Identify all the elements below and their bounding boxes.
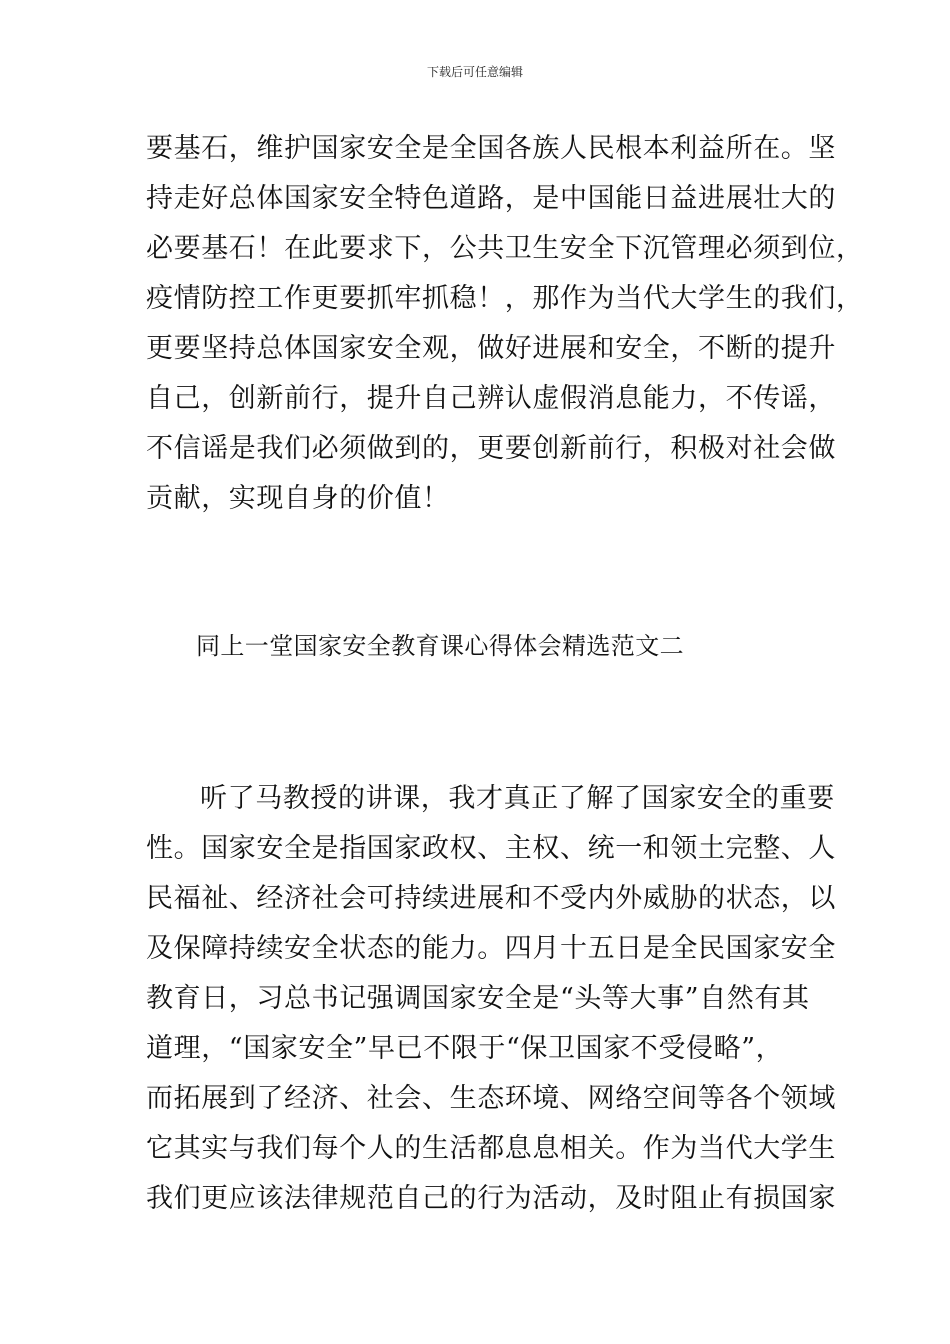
paragraph-line: 教育日，习总书记强调国家安全是“头等大事”自然有其 <box>146 983 810 1014</box>
paragraph-line: 要基石，维护国家安全是全国各族人民根本利益所在。坚 <box>146 133 836 164</box>
paragraph-line: 听了马教授的讲课，我才真正了解了国家安全的重要 <box>200 783 835 814</box>
paragraph-line: 必要基石！在此要求下，公共卫生安全下沉管理必须到位， <box>146 233 864 264</box>
paragraph-1 <box>146 124 864 524</box>
paragraph-line: 而拓展到了经济、社会、生态环境、网络空间等各个领域 <box>146 1083 836 1114</box>
paragraph-line: 我们更应该法律规范自己的行为活动，及时阻止有损国家 <box>146 1183 836 1214</box>
paragraph-line: 持走好总体国家安全特色道路，是中国能日益进展壮大的 <box>146 183 836 214</box>
paragraph-line: 性。国家安全是指国家政权、主权、统一和领土完整、人 <box>146 833 836 864</box>
paragraph-line: 及保障持续安全状态的能力。四月十五日是全民国家安全 <box>146 933 836 964</box>
paragraph-line: 疫情防控工作更要抓牢抓稳！，那作为当代大学生的我们， <box>146 283 864 314</box>
paragraph-line: 自己，创新前行，提升自己辨认虚假消息能力，不传谣， <box>146 383 836 414</box>
paragraph-line: 贡献，实现自身的价值！ <box>146 483 450 514</box>
paragraph-2 <box>146 774 836 1224</box>
section-heading: 同上一堂国家安全教育课心得体会精选范文二 <box>196 632 684 660</box>
page-header: 下载后可任意编辑 <box>426 65 523 79</box>
paragraph-line: 民福祉、经济社会可持续进展和不受内外威胁的状态，以 <box>146 883 836 914</box>
paragraph-line: 它其实与我们每个人的生活都息息相关。作为当代大学生 <box>146 1133 836 1164</box>
paragraph-line: 不信谣是我们必须做到的，更要创新前行，积极对社会做 <box>146 433 836 464</box>
paragraph-line: 更要坚持总体国家安全观，做好进展和安全，不断的提升 <box>146 333 836 364</box>
paragraph-line: 道理，“国家安全”早已不限于“保卫国家不受侵略”， <box>146 1033 784 1064</box>
